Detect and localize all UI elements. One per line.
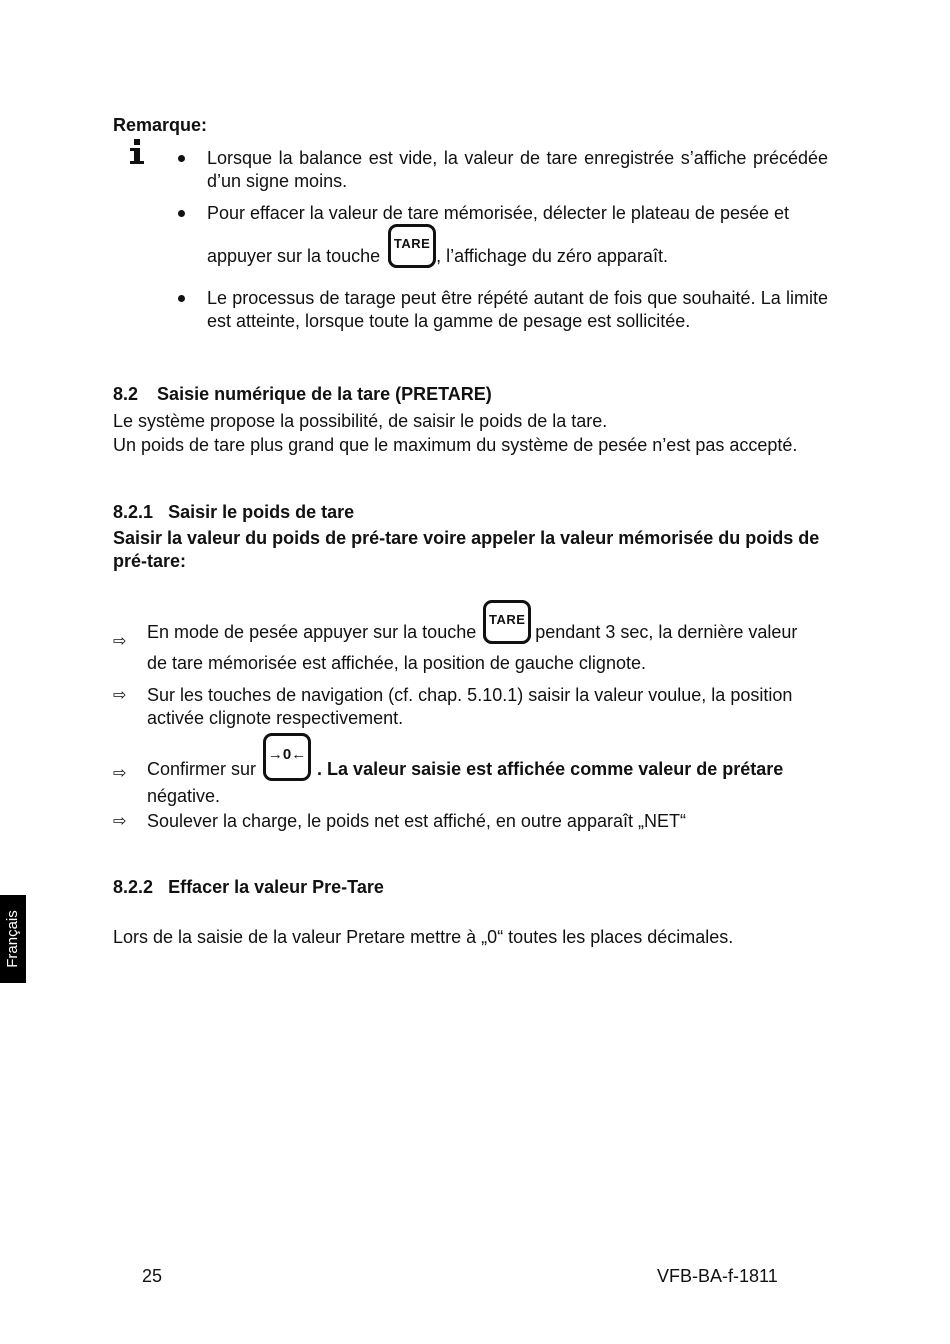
bullet-dot xyxy=(178,155,185,162)
step-text: Soulever la charge, le poids net est affiché, en outre apparaît „NET“ xyxy=(147,811,686,831)
section-number: 8.2.1 xyxy=(113,502,154,522)
remark-bullet-2-line2 xyxy=(207,224,668,268)
info-i-icon xyxy=(128,139,146,165)
remark-bullet-text: Le processus de tarage peut être répété autant de fois que souhaité. La limite est atteinte, lorsque toute la gamme de pesage est sollicitée. xyxy=(207,288,828,331)
step-2 xyxy=(113,684,843,730)
page-number: 25 xyxy=(142,1266,163,1286)
step-3-line1 xyxy=(147,733,783,781)
section-number: 8.2 xyxy=(113,384,139,404)
zero-key-label: →0← xyxy=(267,746,307,763)
zero-key-icon xyxy=(263,733,311,781)
tare-key-label: TARE xyxy=(393,236,431,251)
section-number: 8.2.2 xyxy=(113,877,154,897)
section-8-2-2-para: Lors de la saisie de la valeur Pretare mettre à „0“ toutes les places décimales. xyxy=(113,927,734,947)
arrow-right-icon: ⇨ xyxy=(113,633,127,650)
section-title: Saisie numérique de la tare (PRETARE) xyxy=(157,384,492,404)
remark-bullet-text-before-key: appuyer sur la touche xyxy=(207,246,381,266)
step-text: Sur les touches de navigation (cf. chap. 5.10.1) saisir la valeur voulue, la position activée clignote respectivement. xyxy=(147,685,793,728)
step-1-line2: de tare mémorisée est affichée, la position de gauche clignote. xyxy=(147,653,646,673)
language-side-tab xyxy=(0,895,26,983)
tare-key-label: TARE xyxy=(489,612,526,627)
arrow-right-icon: ⇨ xyxy=(113,813,127,830)
section-title: Effacer la valeur Pre-Tare xyxy=(168,877,384,897)
remark-bullet-2 xyxy=(178,202,833,225)
remark-heading: Remarque: xyxy=(113,115,208,135)
step-4 xyxy=(113,810,843,833)
section-title: Saisir le poids de tare xyxy=(168,502,355,522)
bullet-dot xyxy=(178,210,185,217)
step-text-before-key: En mode de pesée appuyer sur la touche xyxy=(147,622,477,642)
section-8-2-1-heading xyxy=(113,501,354,524)
step-text-after-key: pendant 3 sec, la dernière valeur xyxy=(535,622,798,642)
arrow-right-icon: ⇨ xyxy=(113,765,127,782)
step-3-line2: négative. xyxy=(147,786,221,806)
tare-key-icon xyxy=(483,600,531,644)
tare-key-icon xyxy=(388,224,436,268)
language-label: Français xyxy=(4,910,21,968)
remark-bullet-text-line1: Pour effacer la valeur de tare mémorisée, délecter le plateau de pesée et xyxy=(207,203,790,223)
remark-bullet-text: Lorsque la balance est vide, la valeur de tare enregistrée s’affiche précédée d’un signe moins. xyxy=(207,148,828,191)
remark-bullet-text-after-key: , l’affichage du zéro apparaît. xyxy=(436,246,668,266)
section-8-2-1-subtitle: Saisir la valeur du poids de pré-tare voire appeler la valeur mémorisée du poids de pré-tare: xyxy=(113,528,820,571)
remark-bullet-1 xyxy=(178,147,828,193)
bullet-dot xyxy=(178,295,185,302)
section-8-2-para-line2: Un poids de tare plus grand que le maximum du système de pesée n’est pas accepté. xyxy=(113,435,798,455)
step-1-line1 xyxy=(147,600,797,644)
section-8-2-para-line1: Le système propose la possibilité, de saisir le poids de la tare. xyxy=(113,411,608,431)
doc-code: VFB-BA-f-1811 xyxy=(657,1266,778,1286)
arrow-right-icon: ⇨ xyxy=(113,687,127,704)
step-text-after-key: . La valeur saisie est affichée comme valeur de prétare xyxy=(317,759,784,779)
section-8-2-heading xyxy=(113,383,492,406)
step-text-before-key: Confirmer sur xyxy=(147,759,257,779)
section-8-2-2-heading xyxy=(113,876,384,899)
remark-bullet-3 xyxy=(178,287,828,333)
